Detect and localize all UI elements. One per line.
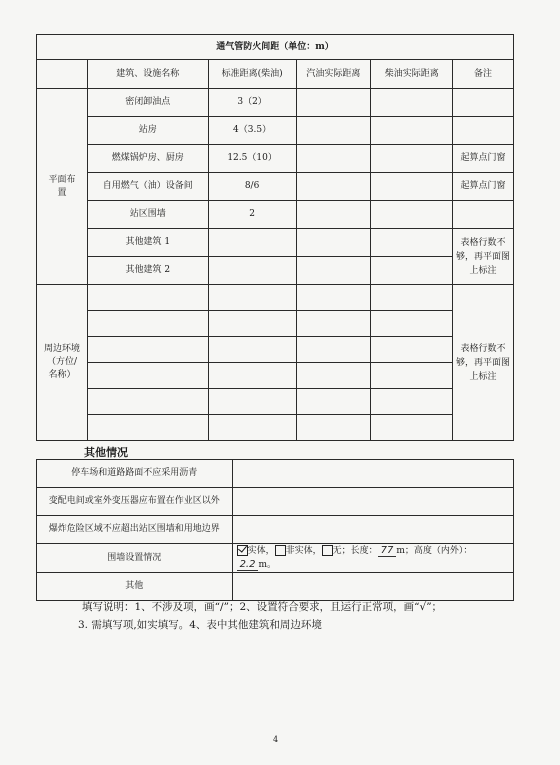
header-gasoline: 汽油实际距离: [296, 60, 371, 89]
header-remark: 备注: [453, 60, 514, 89]
gasoline-cell[interactable]: [296, 363, 371, 389]
none-checkbox[interactable]: [322, 545, 333, 556]
other-conditions-table: [36, 459, 514, 601]
other-item-value[interactable]: [232, 488, 513, 516]
other-item-label: 停车场和道路路面不应采用沥青: [37, 460, 233, 488]
remark-cell: 起算点门窗: [453, 145, 514, 173]
gasoline-cell[interactable]: [296, 229, 371, 257]
row-name: 自用燃气（油）设备间: [87, 173, 208, 201]
diesel-cell[interactable]: [371, 389, 453, 415]
other-item-label: 围墙设置情况: [37, 544, 233, 573]
fire-distance-table: [36, 34, 514, 441]
row-name: 其他建筑 2: [87, 257, 208, 285]
env-name-cell[interactable]: [87, 337, 208, 363]
section-surroundings: 周边环境（方位/名称）: [37, 285, 88, 441]
env-name-cell[interactable]: [87, 285, 208, 311]
env-standard-cell[interactable]: [208, 337, 296, 363]
gasoline-cell[interactable]: [296, 117, 371, 145]
diesel-cell[interactable]: [371, 257, 453, 285]
diesel-cell[interactable]: [371, 89, 453, 117]
remark-cell: [453, 117, 514, 145]
gasoline-cell[interactable]: [296, 311, 371, 337]
env-name-cell[interactable]: [87, 389, 208, 415]
wall-height-field[interactable]: 2.2: [237, 559, 259, 571]
nonsolid-label: 非实体，: [285, 546, 322, 556]
gasoline-cell[interactable]: [296, 173, 371, 201]
row-name: 密闭卸油点: [87, 89, 208, 117]
row-name: 其他建筑 1: [87, 229, 208, 257]
row-standard: 4（3.5）: [208, 117, 296, 145]
solid-checkbox[interactable]: [237, 545, 248, 556]
env-standard-cell[interactable]: [208, 285, 296, 311]
gasoline-cell[interactable]: [296, 257, 371, 285]
diesel-cell[interactable]: [371, 173, 453, 201]
diesel-cell[interactable]: [371, 285, 453, 311]
row-standard: 8/6: [208, 173, 296, 201]
diesel-cell[interactable]: [371, 363, 453, 389]
diesel-cell[interactable]: [371, 415, 453, 441]
remark-cell: 起算点门窗: [453, 173, 514, 201]
gasoline-cell[interactable]: [296, 201, 371, 229]
other-item-value[interactable]: [232, 573, 513, 601]
diesel-cell[interactable]: [371, 229, 453, 257]
gasoline-cell[interactable]: [296, 89, 371, 117]
env-name-cell[interactable]: [87, 415, 208, 441]
solid-label: 实体，: [247, 546, 275, 556]
row-standard: [208, 229, 296, 257]
gasoline-cell[interactable]: [296, 389, 371, 415]
env-standard-cell[interactable]: [208, 415, 296, 441]
gasoline-cell[interactable]: [296, 415, 371, 441]
row-standard: 12.5（10）: [208, 145, 296, 173]
diesel-cell[interactable]: [371, 337, 453, 363]
gasoline-cell[interactable]: [296, 145, 371, 173]
remark-cell: [453, 201, 514, 229]
instruction-line-1: 填写说明：1、不涉及项，画“/”；2、设置符合要求，且运行正常项，画“√”；: [82, 601, 443, 613]
unit-label: m。: [258, 560, 277, 570]
diesel-cell[interactable]: [371, 311, 453, 337]
env-standard-cell[interactable]: [208, 311, 296, 337]
header-blank: [37, 60, 88, 89]
header-facility: 建筑、设施名称: [87, 60, 208, 89]
row-name: 站房: [87, 117, 208, 145]
other-item-value[interactable]: [232, 460, 513, 488]
gasoline-cell[interactable]: [296, 337, 371, 363]
nonsolid-checkbox[interactable]: [275, 545, 286, 556]
header-diesel: 柴油实际距离: [371, 60, 453, 89]
diesel-cell[interactable]: [371, 145, 453, 173]
section-plan-layout: 平面布置: [37, 89, 88, 285]
instruction-line-2: 3. 需填写项,如实填写。4、表中其他建筑和周边环境: [78, 619, 322, 631]
instructions: [78, 598, 522, 634]
unit-label: m；高度（内外）：: [396, 546, 473, 556]
table-title: 通气管防火间距（单位：m）: [37, 35, 514, 60]
remark-cell-extra: 表格行数不够，再平面图上标注: [453, 229, 514, 285]
row-name: 燃煤锅炉房、厨房: [87, 145, 208, 173]
row-name: 站区围墙: [87, 201, 208, 229]
env-remark: 表格行数不够，再平面图上标注: [453, 285, 514, 441]
row-standard: 2: [208, 201, 296, 229]
other-item-label: 其他: [37, 573, 233, 601]
wall-settings-cell: [232, 544, 513, 573]
other-item-label: 变配电间或室外变压器应布置在作业区以外: [37, 488, 233, 516]
none-label: 无；长度：: [332, 546, 378, 556]
wall-length-field[interactable]: 77: [378, 545, 397, 557]
row-standard: [208, 257, 296, 285]
other-section-title: 其他情况: [84, 446, 128, 459]
row-standard: 3（2）: [208, 89, 296, 117]
page-number: 4: [273, 735, 279, 744]
header-standard: 标准距离(柴油): [208, 60, 296, 89]
env-name-cell[interactable]: [87, 363, 208, 389]
other-item-label: 爆炸危险区域不应超出站区围墙和用地边界: [37, 516, 233, 544]
diesel-cell[interactable]: [371, 201, 453, 229]
env-name-cell[interactable]: [87, 311, 208, 337]
diesel-cell[interactable]: [371, 117, 453, 145]
remark-cell: [453, 89, 514, 117]
other-item-value[interactable]: [232, 516, 513, 544]
gasoline-cell[interactable]: [296, 285, 371, 311]
env-standard-cell[interactable]: [208, 389, 296, 415]
env-standard-cell[interactable]: [208, 363, 296, 389]
